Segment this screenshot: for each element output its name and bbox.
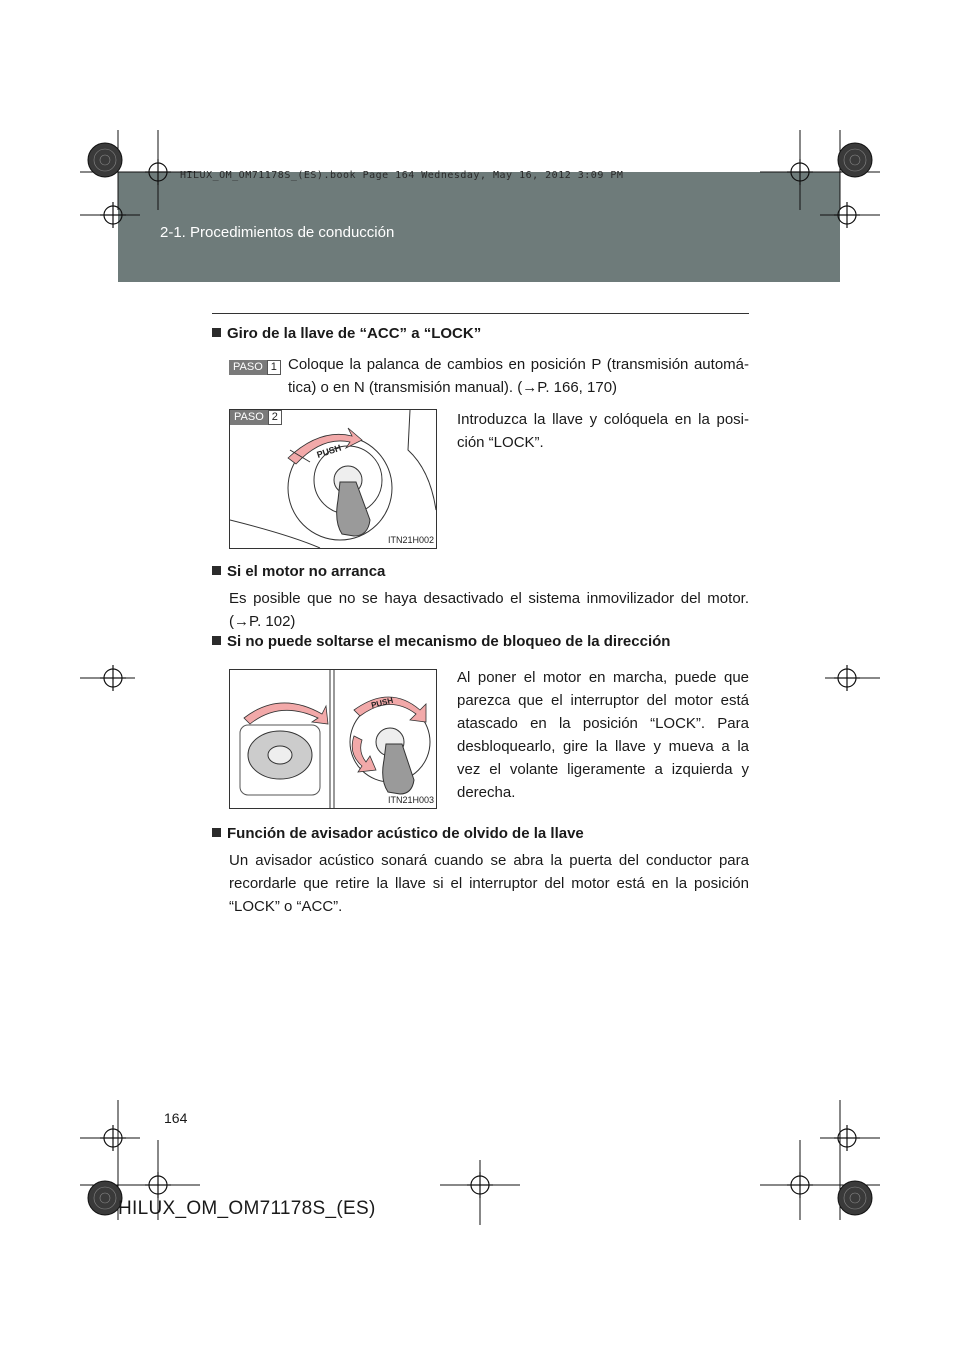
steering-lock-figure — [229, 669, 437, 809]
section-heading-engine-no-start — [212, 563, 385, 580]
section-title: 2-1. Procedimientos de conducción — [160, 224, 395, 241]
heading-text: Giro de la llave de “ACC” a “LOCK” — [227, 325, 482, 342]
print-stamp: HILUX_OM_OM71178S_(ES).book Page 164 Wednesday, May 16, 2012 3:09 PM — [180, 170, 624, 181]
step-2-text: Introduzca la llave y colóquela en la posi-ción “LOCK”. — [457, 411, 749, 451]
section-heading-steering-lock — [212, 633, 670, 650]
step-label: PASO — [230, 410, 268, 425]
step-1-text: Coloque la palanca de cambios en posición P (transmisión automá-tica) o en N (transmisión manual). (→P. 166, 170) — [288, 356, 749, 396]
page-number: 164 — [164, 1110, 188, 1126]
ignition-key-illustration — [230, 410, 436, 548]
figure-code: ITN21H002 — [388, 535, 435, 545]
step-label: PASO — [229, 360, 267, 375]
push-label: PUSH — [315, 442, 343, 460]
section-heading-key-reminder — [212, 825, 584, 842]
push-label: PUSH — [370, 695, 395, 710]
section-heading-acc-lock — [212, 325, 481, 342]
heading-text: Si el motor no arranca — [227, 563, 386, 580]
figure-code: ITN21H003 — [388, 795, 435, 805]
header-rule — [212, 313, 749, 314]
bullet-square-icon — [212, 636, 221, 645]
step-badge-1 — [229, 360, 281, 375]
footer-doc-id: HILUX_OM_OM71178S_(ES) — [118, 1198, 376, 1219]
ignition-figure — [229, 409, 437, 549]
steering-wheel-illustration — [230, 670, 436, 808]
steering-lock-text: Al poner el motor en marcha, puede que parezca que el interruptor del motor está atascado en la posición “LOCK”. Para desbloquearlo, gire la llave y mueva a la vez el volante ligeramente a izquierda y derecha. — [457, 669, 749, 801]
heading-text: Si no puede soltarse el mecanismo de bloqueo de la dirección — [227, 633, 671, 650]
bullet-square-icon — [212, 828, 221, 837]
step-number: 2 — [268, 410, 282, 425]
key-reminder-text: Un avisador acústico sonará cuando se abra la puerta del conductor para recordarle que retire la llave si el interruptor del motor está en la posición “LOCK” o “ACC”. — [229, 852, 749, 915]
bullet-square-icon — [212, 566, 221, 575]
step-number: 1 — [267, 360, 281, 375]
bullet-square-icon — [212, 328, 221, 337]
engine-no-start-text: Es posible que no se haya desactivado el sistema inmovilizador del motor. (→P. 102) — [229, 590, 749, 630]
heading-text: Función de avisador acústico de olvido de la llave — [227, 825, 584, 842]
